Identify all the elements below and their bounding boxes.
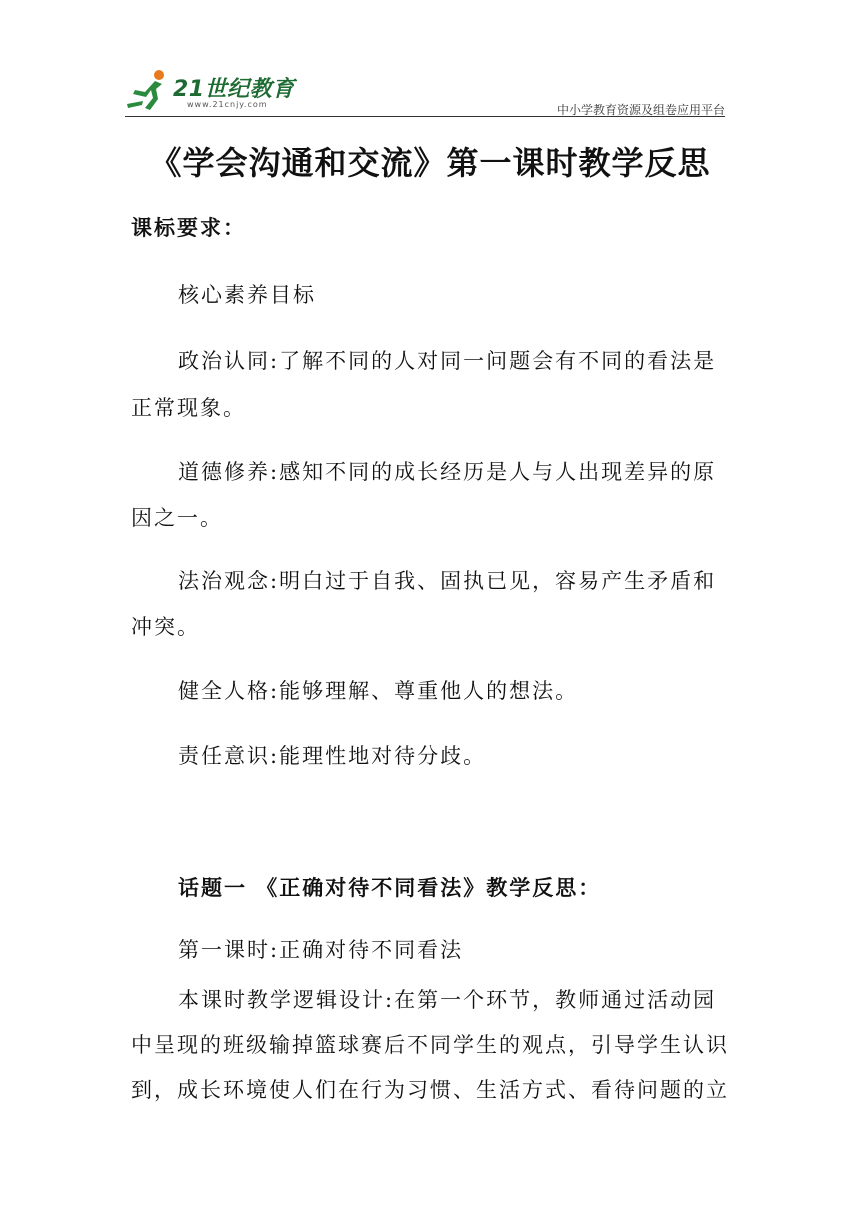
logo-url: www.21cnjy.com — [187, 100, 268, 109]
runner-icon — [125, 68, 173, 112]
moral-cultivation-line-1: 道德修养:感知不同的成长经历是人与人出现差异的原 — [178, 460, 717, 484]
responsibility-line: 责任意识:能理性地对待分歧。 — [178, 744, 487, 768]
section-heading-standards: 课标要求： — [131, 215, 246, 240]
header-divider — [125, 116, 725, 117]
core-literacy-heading: 核心素养目标 — [178, 283, 316, 307]
logo — [125, 66, 295, 114]
lesson-design-line-1: 本课时教学逻辑设计:在第一个环节，教师通过活动园 — [178, 988, 717, 1012]
lesson-design-line-2: 中呈现的班级输掉篮球赛后不同学生的观点，引导学生认识 — [131, 1033, 729, 1057]
page-header — [125, 66, 725, 118]
rule-of-law-line-1: 法治观念:明白过于自我、固执已见，容易产生矛盾和 — [178, 569, 717, 593]
lesson-design-line-3: 到，成长环境使人们在行为习惯、生活方式、看待问题的立 — [131, 1078, 729, 1102]
sound-personality-line: 健全人格:能够理解、尊重他人的想法。 — [178, 679, 579, 703]
moral-cultivation-line-2: 因之一。 — [131, 506, 223, 530]
political-identity-line-2: 正常现象。 — [131, 396, 246, 420]
rule-of-law-line-2: 冲突。 — [131, 615, 200, 639]
section-heading-topic-one: 话题一 《正确对待不同看法》教学反思： — [178, 875, 602, 900]
platform-label: 中小学教育资源及组卷应用平台 — [556, 103, 725, 117]
page-title: 《学会沟通和交流》第一课时教学反思 — [149, 144, 711, 182]
logo-text: 21世纪教育 — [173, 77, 295, 102]
lesson-one-title: 第一课时:正确对待不同看法 — [178, 938, 464, 962]
political-identity-line-1: 政治认同:了解不同的人对同一问题会有不同的看法是 — [178, 349, 717, 373]
